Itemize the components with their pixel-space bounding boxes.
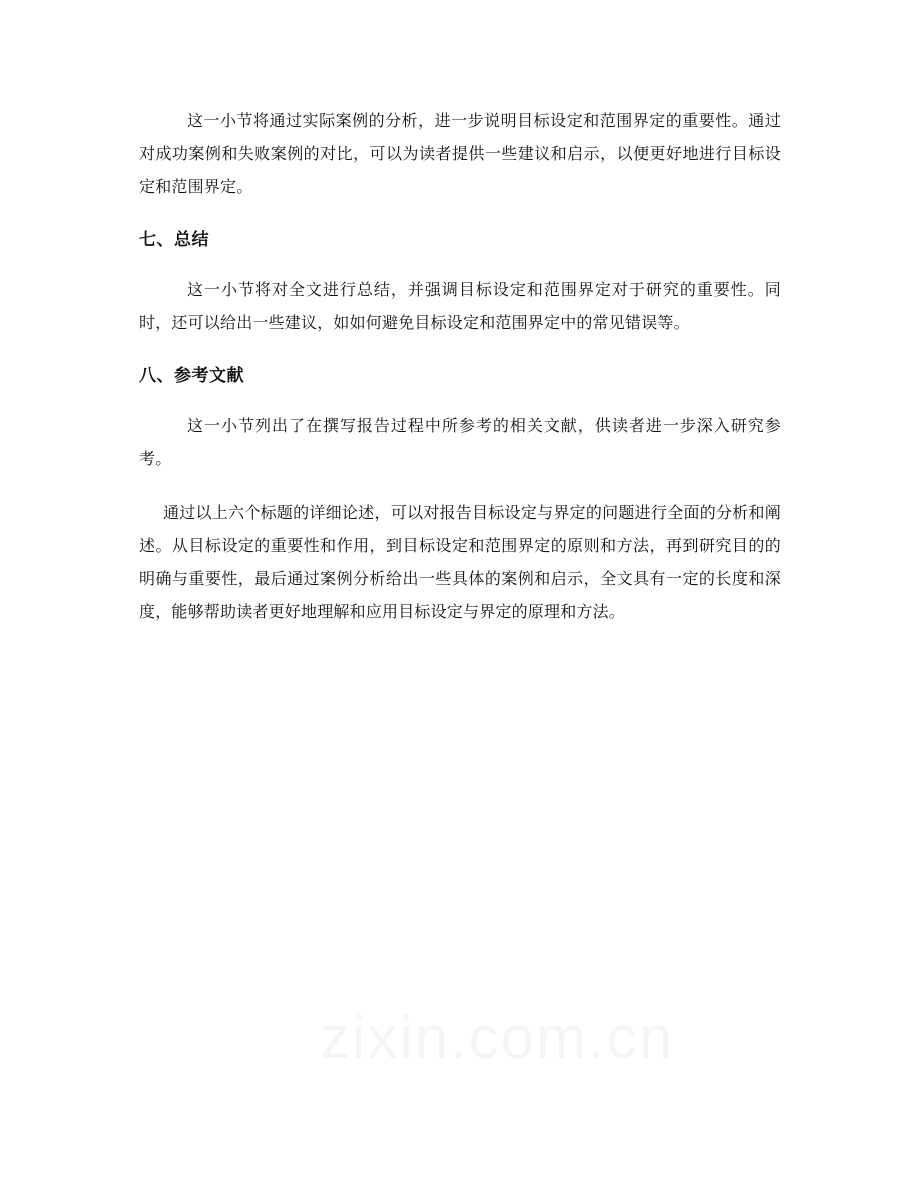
spacer xyxy=(139,388,781,409)
site-watermark xyxy=(320,1003,674,1072)
summary-heading: 七、总结 xyxy=(139,230,209,250)
spacer xyxy=(139,339,781,364)
document-body xyxy=(139,104,781,628)
summary-paragraph: 这一小节将对全文进行总结，并强调目标设定和范围界定对于研究的重要性。同时，还可以给出一些建议，如如何避免目标设定和范围界定中的常见错误等。 xyxy=(139,280,781,332)
spacer xyxy=(139,475,781,496)
spacer xyxy=(139,252,781,273)
spacer xyxy=(139,203,781,228)
references-heading: 八、参考文献 xyxy=(139,366,244,386)
conclusion-paragraph: 通过以上六个标题的详细论述，可以对报告目标设定与界定的问题进行全面的分析和阐述。从目标设定的重要性和作用，到目标设定和范围界定的原则和方法，再到研究目的的明确与重要性，最后通过案例分析给出一些具体的案例和启示，全文具有一定的长度和深度，能够帮助读者更好地理解和应用目标设定与界定的原理和方法。 xyxy=(139,503,781,621)
references-paragraph: 这一小节列出了在撰写报告过程中所参考的相关文献，供读者进一步深入研究参考。 xyxy=(139,416,781,468)
case-study-paragraph: 这一小节将通过实际案例的分析，进一步说明目标设定和范围界定的重要性。通过对成功案例和失败案例的对比，可以为读者提供一些建议和启示，以便更好地进行目标设定和范围界定。 xyxy=(139,111,781,196)
